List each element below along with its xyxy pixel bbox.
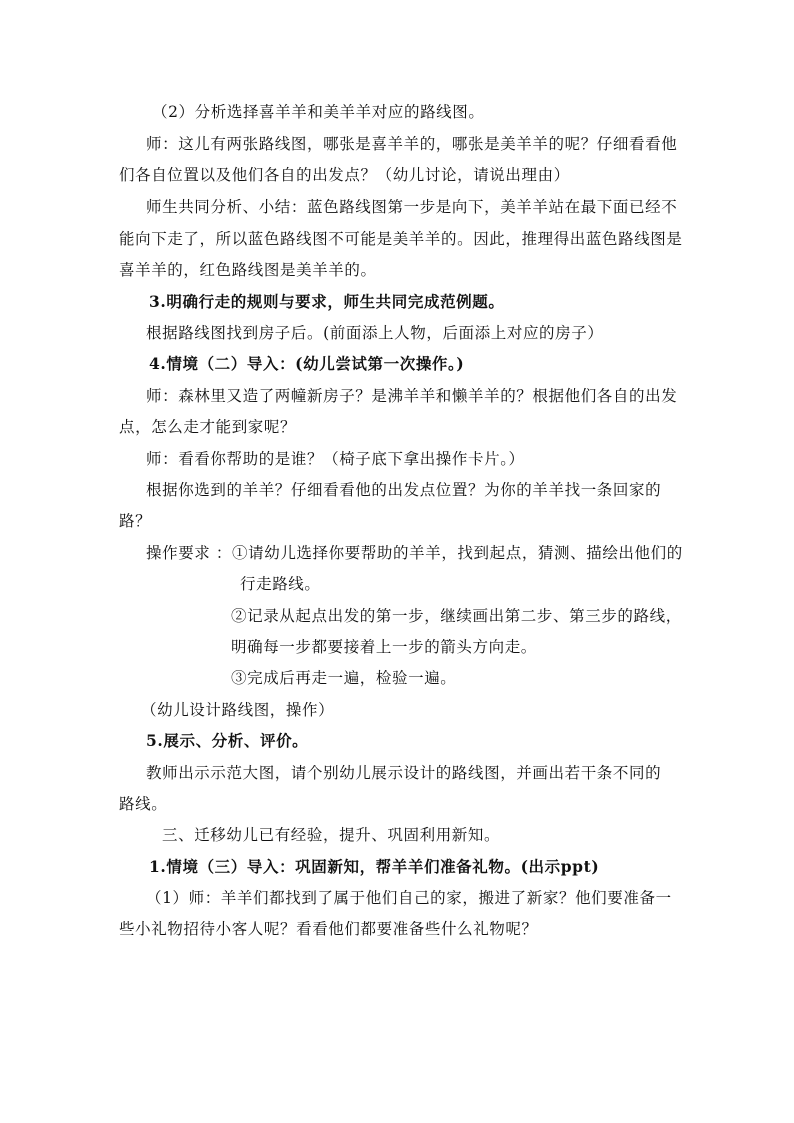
text-line: 师生共同分析、小结：蓝色路线图第一步是向下，美羊羊站在最下面已经不 [146,198,678,216]
section-heading: 5.展示、分析、评价。 [146,731,309,750]
section-heading: 三、迁移幼儿已有经验，提升、巩固利用新知。 [162,826,501,844]
text-line: 喜羊羊的，红色路线图是美羊羊的。 [119,261,377,279]
text-line: 点，怎么走才能到家呢？ [119,418,297,436]
text-line: （1）师：羊羊们都找到了属于他们自己的家，搬进了新家？他们要准备一 [146,889,672,907]
text-line: 们各自位置以及他们各自的出发点？（幼儿讨论，请说出理由） [119,166,570,184]
text-line: 教师出示示范大图，请个别幼儿展示设计的路线图，并画出若干条不同的 [146,764,662,782]
text-line: 行走路线。 [240,575,321,593]
text-line: 明确每一步都要接着上一步的箭头方向走。 [231,638,537,656]
text-line: 路线。 [119,795,168,813]
list-item: ③完成后再走一遍，检验一遍。 [231,669,457,687]
text-line: 师：这儿有两张路线图，哪张是喜羊羊的，哪张是美羊羊的呢？仔细看看他 [146,135,678,153]
section-heading: 4.情境（二）导入：(幼儿尝试第一次操作。) [149,354,465,373]
text-line: 师：看看你帮助的是谁？（椅子底下拿出操作卡片。） [146,450,525,468]
text-line: 些小礼物招待小客人呢？看看他们都要准备些什么礼物呢？ [119,920,538,938]
section-heading: 3.明确行走的规则与要求，师生共同完成范例题。 [149,292,505,311]
list-item: ②记录从起点出发的第一步，继续画出第二步、第三步的路线， [231,607,682,625]
text-line: 能向下走了，所以蓝色路线图不可能是美羊羊的。因此，推理得出蓝色路线图是 [119,230,683,248]
operation-requirements: 操作要求 ：①请幼儿选择你要帮助的羊羊，找到起点，猜测、描绘出他们的 [146,544,683,562]
section-heading: 1.情境（三）导入：巩固新知，帮羊羊们准备礼物。(出示ppt) [149,857,600,876]
text-line: 师：森林里又造了两幢新房子？是沸羊羊和懒羊羊的？根据他们各自的出发 [146,387,678,405]
text-line: （2）分析选择喜羊羊和美羊羊对应的路线图。 [152,103,485,121]
text-line: 根据路线图找到房子后。(前面添上人物，后面添上对应的房子） [146,324,604,342]
text-line: 路？ [119,512,152,530]
text-line: 根据你选到的羊羊？仔细看看他的出发点位置？为你的羊羊找一条回家的 [146,481,662,499]
text-line: （幼儿设计路线图，操作） [141,701,335,719]
